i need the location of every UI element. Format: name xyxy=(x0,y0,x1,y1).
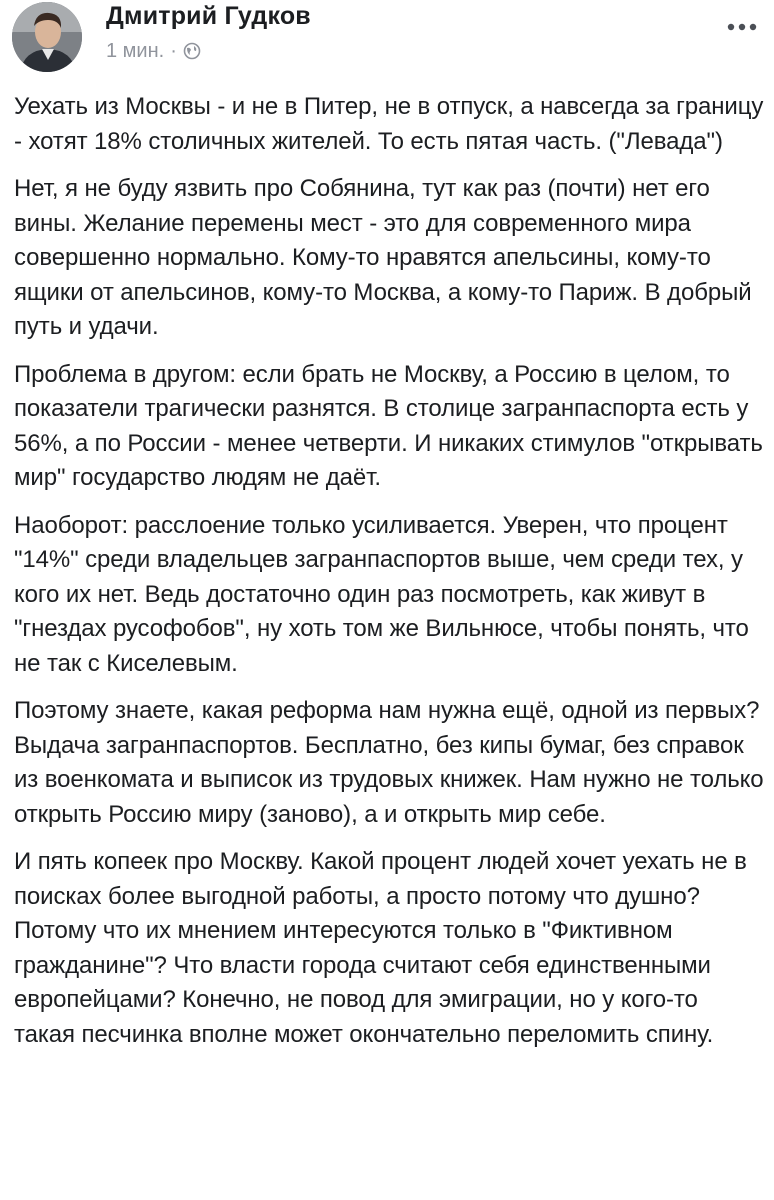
more-options-button[interactable] xyxy=(722,14,762,40)
more-options-icon xyxy=(726,23,758,31)
post-meta xyxy=(106,38,201,64)
post-paragraph: И пять копеек про Москву. Какой процент людей хочет уехать не в поисках более выгодной работы, а просто потому что душно? Потому что их мнением интересуются только в "Фиктивном гражданине"? Что власти города считают себя единственными европейцами? Конечно, не повод для эмиграции, но у кого-то такая песчинка вполне может окончательно переломить спину. xyxy=(14,848,747,1048)
globe-icon[interactable] xyxy=(183,42,201,60)
author-name[interactable]: Дмитрий Гудков xyxy=(106,2,311,30)
post-paragraph: Наоборот: расслоение только усиливается. Уверен, что процент "14%" среди владельцев загранпаспортов выше, чем среди тех, у кого их нет. Ведь достаточно один раз посмотреть, как живут в "гнездах русофобов", ну хоть том же Вильнюсе, чтобы понять, что не так с Киселевым. xyxy=(14,511,749,677)
avatar[interactable] xyxy=(12,2,82,72)
post-paragraph: Нет, я не буду язвить про Собянина, тут как раз (почти) нет его вины. Желание перемены мест - это для современного мира совершенно нормально. Кому-то нравятся апельсины, кому-то ящики от апельсинов, кому-то Москва, а кому-то Париж. В добрый путь и удачи. xyxy=(14,175,752,340)
post-paragraph: Проблема в другом: если брать не Москву, а Россию в целом, то показатели трагически разнятся. В столице загранпаспорта есть у 56%, а по России - менее четверти. И никаких стимулов "открывать мир" государство людям не даёт. xyxy=(14,360,763,491)
post-timestamp[interactable]: 1 мин. xyxy=(106,39,165,62)
meta-separator: · xyxy=(170,39,177,62)
post-text xyxy=(14,90,764,1065)
avatar-photo xyxy=(12,2,82,72)
post-paragraph: Уехать из Москвы - и не в Питер, не в отпуск, а навсегда за границу - хотят 18% столичных жителей. То есть пятая часть. ("Левада") xyxy=(14,93,764,155)
post-header xyxy=(0,0,774,80)
post-paragraph: Поэтому знаете, какая реформа нам нужна ещё, одной из первых? Выдача загранпаспортов. Бесплатно, без кипы бумаг, без справок из военкомата и выписок из трудовых книжек. Нам нужно не только открыть Россию миру (заново), а и открыть мир себе. xyxy=(14,697,764,828)
